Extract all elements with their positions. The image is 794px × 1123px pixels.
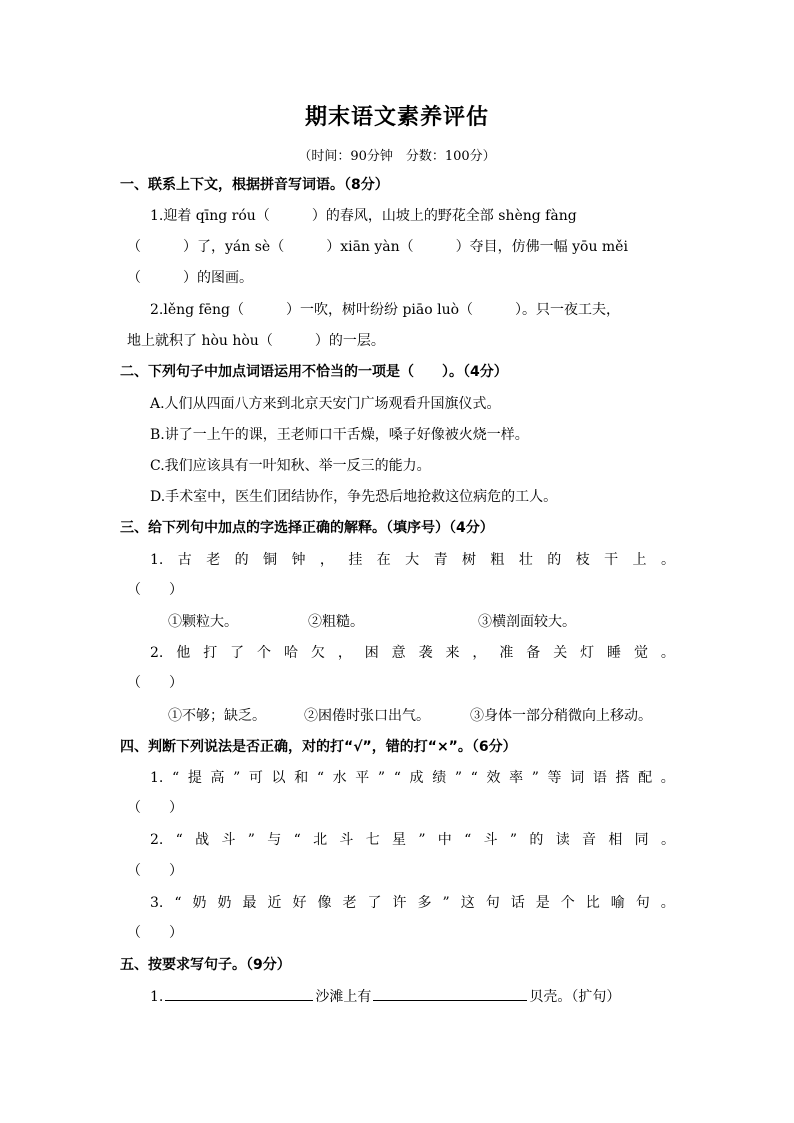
- section-4-q3-answer-paren: （ ）: [127, 925, 183, 941]
- sentence-char: 配: [638, 770, 653, 786]
- sentence-char: 和: [294, 770, 309, 786]
- sentence-char: 了: [367, 895, 382, 911]
- sentence-char: 2.: [150, 832, 164, 848]
- section-3-heading: 三、给下列句中加点的字选择正确的解释。（填序号）（4分）: [120, 520, 494, 536]
- sentence-char: 音: [582, 832, 597, 848]
- sentence-char: ”: [377, 770, 386, 786]
- sentence-char: 多: [417, 895, 432, 911]
- sentence-char: 战: [195, 832, 210, 848]
- section-3-q1-sentence: [150, 550, 675, 570]
- option-c: C.我们应该具有一叶知秋、举一反三的能力。: [150, 458, 431, 474]
- section-5-q1: [150, 986, 675, 1007]
- sentence-char: 。: [660, 770, 675, 786]
- question-instruction: 贝壳。（扩句）: [529, 989, 621, 1005]
- section-4-q1-sentence: [150, 768, 675, 788]
- sentence-char: 好: [292, 895, 307, 911]
- section-1-line-5: 地上就积了 hòu hòu（ ）的一层。: [127, 333, 385, 349]
- sentence-char: 觉: [633, 645, 648, 661]
- sentence-char: 干: [604, 552, 619, 568]
- sentence-char: ，: [472, 645, 487, 661]
- sentence-char: 的: [529, 832, 544, 848]
- sentence-char: 水: [332, 770, 347, 786]
- sentence-char: “: [174, 895, 182, 911]
- sentence-char: “: [172, 770, 180, 786]
- sentence-char: 绩: [432, 770, 447, 786]
- section-5-heading: 五、按要求写句子。（9分）: [120, 957, 291, 973]
- question-text: 沙滩上有: [315, 989, 372, 1005]
- sentence-char: 七: [365, 832, 380, 848]
- sentence-char: ”: [442, 895, 450, 911]
- sentence-char: 这: [460, 895, 475, 911]
- section-3-q2-choices: [168, 706, 688, 726]
- sentence-char: 他: [176, 645, 191, 661]
- sentence-char: 睡: [607, 645, 622, 661]
- sentence-char: 比: [585, 895, 600, 911]
- choice: ②粗糙。: [308, 614, 364, 630]
- sentence-char: 来: [445, 645, 460, 661]
- sentence-char: 老: [342, 895, 357, 911]
- sentence-char: 提: [187, 770, 202, 786]
- sentence-char: 高: [210, 770, 225, 786]
- sentence-char: 个: [560, 895, 575, 911]
- sentence-char: 上: [632, 552, 647, 568]
- answer-blank-2[interactable]: [373, 986, 527, 1001]
- section-4-q1-answer-paren: （ ）: [127, 800, 183, 816]
- sentence-char: 最: [242, 895, 257, 911]
- sentence-char: 枝: [575, 552, 590, 568]
- sentence-char: 许: [392, 895, 407, 911]
- sentence-char: 。: [660, 895, 675, 911]
- sentence-char: 平: [355, 770, 370, 786]
- section-1-line-4: 2.lěng fēng（ ）一吹，树叶纷纷 piāo luò（ ）。只一夜工夫，: [150, 302, 621, 318]
- sentence-char: 袭: [418, 645, 433, 661]
- sentence-char: ”: [247, 832, 255, 848]
- sentence-char: 树: [462, 552, 476, 568]
- sentence-char: 老: [206, 552, 221, 568]
- choice: ①不够；缺乏。: [168, 708, 266, 724]
- sentence-char: 成: [409, 770, 424, 786]
- sentence-char: 奶: [192, 895, 207, 911]
- sentence-char: 大: [405, 552, 420, 568]
- choice: ②困倦时张口出气。: [304, 708, 430, 724]
- sentence-char: 铜: [263, 552, 278, 568]
- section-4-q3-sentence: [150, 893, 675, 913]
- sentence-char: 2.: [150, 645, 164, 661]
- section-4-q2-answer-paren: （ ）: [127, 863, 183, 879]
- section-1-heading: 一、联系上下文，根据拼音写词语。（8分）: [120, 177, 389, 193]
- sentence-char: 欠: [310, 645, 325, 661]
- section-3-q1-choices: [168, 612, 688, 632]
- sentence-char: 中: [437, 832, 452, 848]
- section-4-heading: 四、判断下列说法是否正确，对的打“√”，错的打“×”。（6分）: [120, 739, 517, 755]
- sentence-char: 斗: [339, 832, 354, 848]
- sentence-char: 斗: [221, 832, 236, 848]
- sentence-char: 近: [267, 895, 282, 911]
- sentence-char: 词: [570, 770, 585, 786]
- sentence-char: 搭: [615, 770, 630, 786]
- section-3-q1-answer-paren: （ ）: [127, 582, 183, 598]
- sentence-char: 青: [433, 552, 448, 568]
- section-4-q2-sentence: [150, 830, 675, 850]
- sentence-char: 的: [547, 552, 562, 568]
- sentence-char: 关: [553, 645, 568, 661]
- sentence-char: 相: [608, 832, 623, 848]
- sentence-char: 意: [391, 645, 406, 661]
- sentence-char: “: [175, 832, 183, 848]
- sentence-char: “: [293, 832, 301, 848]
- sentence-char: 壮: [518, 552, 533, 568]
- sentence-char: 困: [364, 645, 379, 661]
- section-1-line-2: （ ）了，yán sè（ ）xiān yàn（ ）夺目，仿佛一幅 yōu měi: [127, 239, 628, 255]
- answer-blank-1[interactable]: [165, 986, 313, 1001]
- sentence-char: 奶: [217, 895, 232, 911]
- option-a: A.人们从四面八方来到北京天安门广场观看升国旗仪式。: [150, 396, 501, 412]
- exam-info: （时间：90分钟 分数：100分）: [298, 149, 496, 164]
- sentence-char: 1.: [150, 770, 164, 786]
- sentence-char: ”: [509, 832, 518, 848]
- sentence-char: ”: [418, 832, 426, 848]
- sentence-char: 古: [177, 552, 192, 568]
- sentence-char: “: [316, 770, 324, 786]
- sentence-char: 。: [660, 552, 675, 568]
- sentence-char: 灯: [580, 645, 595, 661]
- sentence-char: 挂: [348, 552, 363, 568]
- sentence-char: 北: [313, 832, 328, 848]
- sentence-char: 粗: [490, 552, 505, 568]
- sentence-char: 钟: [291, 552, 306, 568]
- sentence-char: 与: [267, 832, 282, 848]
- question-number: 1.: [150, 989, 164, 1005]
- sentence-char: ”: [233, 770, 241, 786]
- sentence-char: 等: [547, 770, 562, 786]
- sentence-char: 备: [526, 645, 541, 661]
- option-b: B.讲了一上午的课，王老师口干舌燥，嗓子好像被火烧一样。: [150, 427, 529, 443]
- sentence-char: “: [470, 770, 478, 786]
- choice: ③身体一部分稍微向上移动。: [470, 708, 652, 724]
- sentence-char: 以: [271, 770, 286, 786]
- sentence-char: 可: [248, 770, 263, 786]
- sentence-char: 星: [392, 832, 406, 848]
- sentence-char: 打: [203, 645, 218, 661]
- sentence-char: ，: [319, 552, 334, 568]
- sentence-char: 效: [486, 770, 501, 786]
- sentence-char: ”: [531, 770, 539, 786]
- sentence-char: 准: [499, 645, 514, 661]
- sentence-char: 。: [660, 645, 675, 661]
- choice: ③横剖面较大。: [478, 614, 576, 630]
- option-d: D.手术室中，医生们团结协作，争先恐后地抢救这位病危的工人。: [150, 489, 558, 505]
- sentence-char: “: [464, 832, 472, 848]
- section-1-line-3: （ ）的图画。: [127, 270, 253, 286]
- choice: ①颗粒大。: [168, 614, 238, 630]
- sentence-char: 的: [234, 552, 249, 568]
- sentence-char: 句: [635, 895, 650, 911]
- sentence-char: “: [393, 770, 401, 786]
- page-title: 期末语文素养评估: [304, 105, 489, 130]
- sentence-char: 在: [376, 552, 391, 568]
- sentence-char: 像: [317, 895, 332, 911]
- section-3-q2-answer-paren: （ ）: [127, 675, 183, 691]
- section-2-heading: 二、下列句子中加点词语运用不恰当的一项是（ ）。（4分）: [120, 364, 508, 380]
- sentence-char: 喻: [610, 895, 625, 911]
- sentence-char: 斗: [483, 832, 498, 848]
- section-3-q2-sentence: [150, 643, 675, 663]
- sentence-char: 3.: [150, 895, 164, 911]
- sentence-char: 话: [510, 895, 525, 911]
- sentence-char: 率: [509, 770, 524, 786]
- sentence-char: 同: [634, 832, 649, 848]
- sentence-char: 。: [660, 832, 675, 848]
- section-1-line-1: 1.迎着 qīng róu（ ）的春风，山坡上的野花全部 shèng fàng: [150, 208, 577, 224]
- sentence-char: 读: [555, 832, 570, 848]
- sentence-char: ”: [454, 770, 462, 786]
- sentence-char: 语: [592, 770, 607, 786]
- sentence-char: 了: [230, 645, 245, 661]
- sentence-char: 哈: [283, 645, 298, 661]
- sentence-char: 是: [535, 895, 550, 911]
- sentence-char: 句: [485, 895, 500, 911]
- sentence-char: ，: [337, 645, 352, 661]
- sentence-char: 1.: [150, 552, 164, 568]
- sentence-char: 个: [257, 645, 272, 661]
